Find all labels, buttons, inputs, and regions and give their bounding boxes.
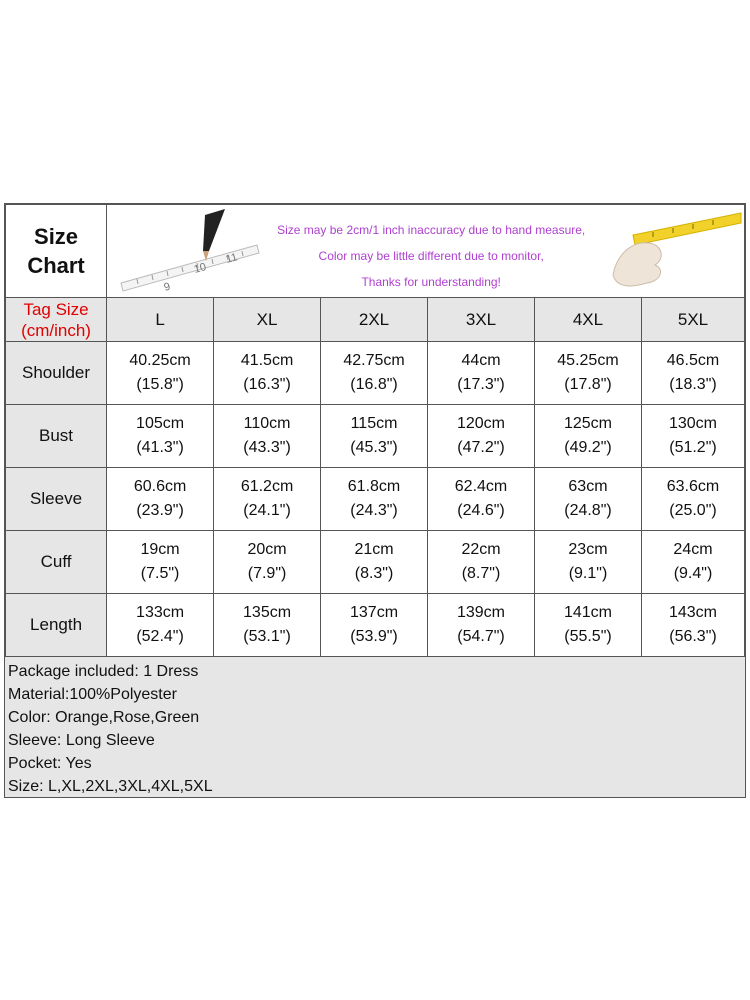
product-info [5,656,745,797]
title-line-1: Size [34,224,79,249]
cm-value: 137cm [350,604,399,621]
inch-value: (54.7") [457,628,505,645]
size-header-5xl: 5XL [641,298,744,342]
measurement-cell [534,405,641,468]
measurement-cell [428,468,535,531]
inch-value: (24.3") [350,502,398,519]
cm-value: 125cm [563,415,612,432]
tag-size-line-2: (cm/inch) [21,320,91,340]
cm-value: 130cm [668,415,717,432]
cm-value: 40.25cm [129,352,191,369]
measurement-cell [321,468,428,531]
inch-value: (7.9") [247,565,287,582]
cm-value: 41.5cm [240,352,294,369]
cm-value: 120cm [456,415,506,432]
measurement-cell [107,405,214,468]
notice-text [277,217,585,295]
measurement-cell [641,342,744,405]
cm-value: 21cm [354,541,394,558]
info-pocket: Pocket: Yes [8,755,92,772]
measurement-cell [428,342,535,405]
tag-size-line-1: Tag Size [23,299,89,319]
inch-value: (15.8") [136,376,184,393]
size-chart [4,203,746,798]
info-package: Package included: 1 Dress [8,663,199,680]
measurement-cell [641,594,744,657]
measurement-cell [641,468,744,531]
cm-value: 19cm [140,541,180,558]
row-label: Sleeve [6,468,107,531]
inch-value: (52.4") [136,628,184,645]
inch-value: (16.8") [350,376,398,393]
measurement-cell [214,405,321,468]
inch-value: (41.3") [136,439,184,456]
size-header-l: L [107,298,214,342]
measurement-cell [214,594,321,657]
inch-value: (56.3") [669,628,717,645]
measurement-cell [214,531,321,594]
inch-value: (24.1") [243,502,291,519]
title-line-2: Chart [27,253,85,278]
pencil-ruler-illustration [107,205,267,297]
measurement-cell [534,594,641,657]
cm-value: 24cm [673,541,713,558]
info-color: Color: Orange,Rose,Green [8,709,200,726]
cm-value: 63.6cm [666,478,720,495]
cm-value: 23cm [568,541,608,558]
inch-value: (51.2") [669,439,717,456]
info-size: Size: L,XL,2XL,3XL,4XL,5XL [8,778,213,795]
cm-value: 135cm [243,604,292,621]
size-header-row [6,298,745,342]
cm-value: 62.4cm [454,478,508,495]
measurement-cell [534,342,641,405]
inch-value: (7.5") [140,565,180,582]
cm-value: 133cm [136,604,185,621]
inch-value: (9.1") [568,565,608,582]
inch-value: (17.3") [457,376,505,393]
measurement-row [6,405,745,468]
inch-value: (24.8") [564,502,612,519]
measurement-row [6,342,745,405]
cm-value: 42.75cm [343,352,405,369]
inch-value: (55.5") [564,628,612,645]
info-material: Material:100%Polyester [8,686,177,703]
tag-size-label [6,298,107,342]
measurement-cell [428,594,535,657]
size-chart-title [6,205,107,298]
ruler-number-10: 10 [192,261,208,276]
cm-value: 143cm [668,604,717,621]
cm-value: 110cm [243,415,291,432]
size-header-3xl: 3XL [428,298,535,342]
notice-line-3: Thanks for understanding! [361,275,501,289]
measurement-cell [214,468,321,531]
size-header-4xl: 4XL [534,298,641,342]
measurement-cell [534,468,641,531]
measurement-cell [321,342,428,405]
cm-value: 139cm [456,604,506,621]
ruler-number-9: 9 [162,280,172,294]
cm-value: 22cm [461,541,501,558]
inch-value: (53.1") [243,628,291,645]
notice-line-2: Color may be little different due to monitor, [318,249,544,263]
inch-value: (43.3") [243,439,291,456]
row-label: Cuff [6,531,107,594]
inch-value: (24.6") [457,502,505,519]
measurement-cell [321,594,428,657]
measurement-cell [321,405,428,468]
size-table [5,204,745,657]
inch-value: (25.0") [669,502,717,519]
measurement-cell [107,594,214,657]
ruler-number-11: 11 [224,251,239,266]
hand-measuring-tape-illustration [593,205,743,297]
inch-value: (16.3") [243,376,291,393]
cm-value: 46.5cm [666,352,720,369]
measurement-cell [428,405,535,468]
cm-value: 115cm [350,415,398,432]
cm-value: 44cm [461,352,501,369]
cm-value: 63cm [568,478,608,495]
measurement-cell [428,531,535,594]
inch-value: (8.7") [461,565,501,582]
measurement-cell [534,531,641,594]
inch-value: (49.2") [564,439,612,456]
measurement-row [6,468,745,531]
inch-value: (17.8") [564,376,612,393]
cm-value: 61.8cm [347,478,401,495]
cm-value: 105cm [136,415,185,432]
cm-value: 20cm [247,541,287,558]
measurement-row [6,531,745,594]
notice-line-1: Size may be 2cm/1 inch inaccuracy due to hand measure, [277,223,586,237]
measurement-cell [107,531,214,594]
inch-value: (23.9") [136,502,184,519]
inch-value: (47.2") [457,439,505,456]
inch-value: (18.3") [669,376,717,393]
measurement-cell [321,531,428,594]
inch-value: (8.3") [354,565,394,582]
row-label: Bust [6,405,107,468]
measurement-cell [214,342,321,405]
row-label: Shoulder [6,342,107,405]
inch-value: (9.4") [673,565,713,582]
cm-value: 45.25cm [557,352,619,369]
inch-value: (53.9") [350,628,398,645]
inch-value: (45.3") [350,439,398,456]
info-sleeve: Sleeve: Long Sleeve [8,732,155,749]
measurement-cell [641,405,744,468]
measurement-cell [107,468,214,531]
size-header-xl: XL [214,298,321,342]
notice-banner [107,205,745,298]
measurement-cell [641,531,744,594]
measurement-row [6,594,745,657]
row-label: Length [6,594,107,657]
cm-value: 60.6cm [133,478,187,495]
cm-value: 141cm [563,604,612,621]
measurement-cell [107,342,214,405]
size-header-2xl: 2XL [321,298,428,342]
cm-value: 61.2cm [240,478,294,495]
